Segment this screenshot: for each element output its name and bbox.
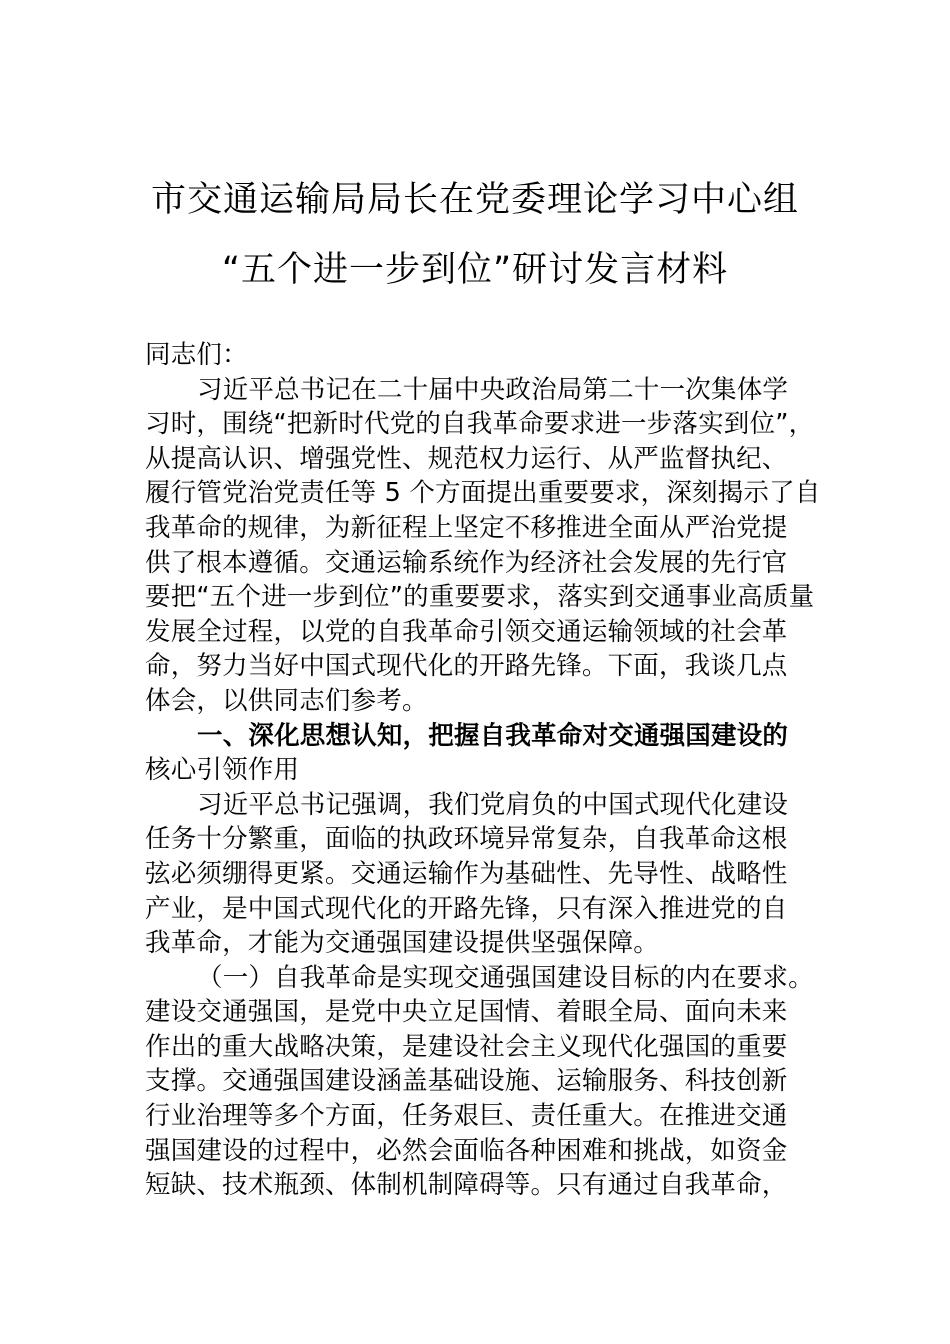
paragraph-line: （一）自我革命是实现交通强国建设目标的内在要求。 [197, 962, 814, 993]
paragraph-line: 强国建设的过程中，必然会面临各种困难和挑战，如资金 [145, 1135, 788, 1166]
document-title-line-1: 市交通运输局局长在党委理论学习中心组 [150, 180, 799, 220]
paragraph-line: 作出的重大战略决策，是建设社会主义现代化强国的重要 [145, 1031, 788, 1062]
paragraph-line: 我革命的规律，为新征程上坚定不移推进全面从严治党提 [145, 512, 788, 543]
paragraph-line: 任务十分繁重，面临的执政环境异常复杂，自我革命这根 [145, 824, 788, 855]
paragraph-line: 要把“五个进一步到位”的重要要求，落实到交通事业高质量 [145, 582, 815, 613]
section-heading-line: 一、深化思想认知，把握自我革命对交通强国建设的 [197, 720, 789, 751]
paragraph-line: 支撑。交通强国建设涵盖基础设施、运输服务、科技创新 [145, 1066, 788, 1097]
paragraph-line: 履行管党治党责任等 5 个方面提出重要要求，深刻揭示了自 [145, 478, 821, 509]
paragraph-line: 习近平总书记强调，我们党肩负的中国式现代化建设 [197, 789, 789, 820]
paragraph-line: 命，努力当好中国式现代化的开路先锋。下面，我谈几点 [145, 651, 788, 682]
document-body [145, 338, 825, 1203]
paragraph-line: 供了根本遵循。交通运输系统作为经济社会发展的先行官 [145, 547, 788, 578]
paragraph-line: 建设交通强国，是党中央立足国情、着眼全局、面向未来 [145, 997, 788, 1028]
document-title-line-2: “五个进一步到位”研讨发言材料 [221, 250, 729, 290]
paragraph-line: 弦必须绷得更紧。交通运输作为基础性、先导性、战略性 [145, 858, 788, 889]
paragraph-line: 习时，围绕“把新时代党的自我革命要求进一步落实到位”， [145, 409, 815, 440]
paragraph-line: 短缺、技术瓶颈、体制机制障碍等。只有通过自我革命， [145, 1170, 788, 1201]
paragraph-line: 产业，是中国式现代化的开路先锋，只有深入推进党的自 [145, 893, 788, 924]
paragraph-line: 习近平总书记在二十届中央政治局第二十一次集体学 [197, 374, 789, 405]
paragraph-line: 从提高认识、增强党性、规范权力运行、从严监督执纪、 [145, 443, 788, 474]
paragraph-line: 同志们： [145, 340, 248, 370]
paragraph-line: 体会，以供同志们参考。 [145, 685, 428, 716]
paragraph-line: 核心引领作用 [145, 755, 300, 786]
paragraph-line: 发展全过程，以党的自我革命引领交通运输领域的社会革 [145, 616, 788, 647]
paragraph-line: 行业治理等多个方面，任务艰巨、责任重大。在推进交通 [145, 1101, 788, 1132]
paragraph-line: 我革命，才能为交通强国建设提供坚强保障。 [145, 928, 660, 959]
